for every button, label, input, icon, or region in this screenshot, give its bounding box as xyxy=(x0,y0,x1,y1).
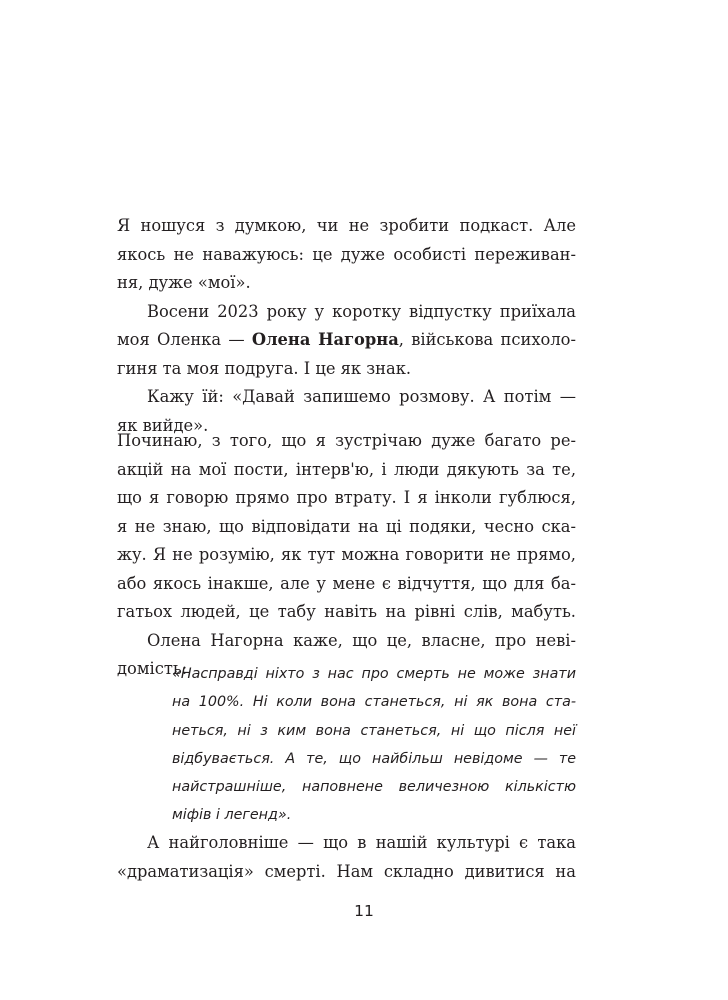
quote-block xyxy=(172,660,576,830)
text-line: або якось інакше, але у мене є відчуття, що для ба- xyxy=(117,573,576,593)
page-number: 11 xyxy=(354,902,374,920)
text-line: Восени 2023 року у коротку відпустку приїхала xyxy=(147,301,576,321)
text-line: гатьох людей, це табу навіть на рівні слів, мабуть. xyxy=(117,602,576,621)
text-span: моя Оленка — xyxy=(117,330,252,349)
bold-name: Олена Нагорна xyxy=(251,330,399,349)
text-line: акцій на мої пости, інтерв'ю, і люди дякують за те, xyxy=(117,459,576,479)
text-line: Я ношуся з думкою, чи не зробити подкаст. Але xyxy=(117,216,576,235)
quote-line: «Насправді ніхто з нас про смерть не може знати xyxy=(172,666,576,682)
paragraph-block-3 xyxy=(117,829,576,886)
text-line: домість: xyxy=(117,659,188,678)
text-line: гиня та моя подруга. І це як знак. xyxy=(117,358,412,378)
quote-line: на 100%. Ні коли вона станеться, ні як вона ста- xyxy=(172,694,576,711)
text-span: , військова психоло- xyxy=(398,330,576,349)
quote-line: неться, ні з ким вона станеться, ні що після неї xyxy=(172,722,576,739)
text-line: ня, дуже «мої». xyxy=(117,273,251,292)
text-line: як вийде». xyxy=(117,415,209,435)
paragraph-block-2 xyxy=(117,427,576,684)
text-line: А найголовніше — що в нашій культурі є така xyxy=(147,833,576,852)
text-line: я не знаю, що відповідати на ці подяки, чесно ска- xyxy=(117,516,576,536)
quote-line: відбувається. А те, що найбільш невідоме — те xyxy=(172,750,576,767)
text-line: Олена Нагорна каже, що це, власне, про неві- xyxy=(147,630,576,650)
text-line: Починаю, з того, що я зустрічаю дуже багато ре- xyxy=(117,431,576,450)
text-line: жу. Я не розумію, як тут можна говорити не прямо, xyxy=(117,545,576,564)
text-line: Кажу їй: «Давай запишемо розмову. А потім — xyxy=(147,387,576,406)
paragraph-block-1 xyxy=(117,212,576,440)
quote-line: міфів і легенд». xyxy=(172,807,292,824)
text-line: якось не наважуюсь: це дуже особисті переживан- xyxy=(117,244,576,264)
text-line xyxy=(117,326,576,355)
quote-line: найстрашніше, наповнене величезною кількістю xyxy=(172,779,576,796)
text-line: що я говорю прямо про втрату. І я інколи гублюся, xyxy=(117,488,576,507)
text-line: «драматизація» смерті. Нам складно дивитися на xyxy=(117,861,576,881)
